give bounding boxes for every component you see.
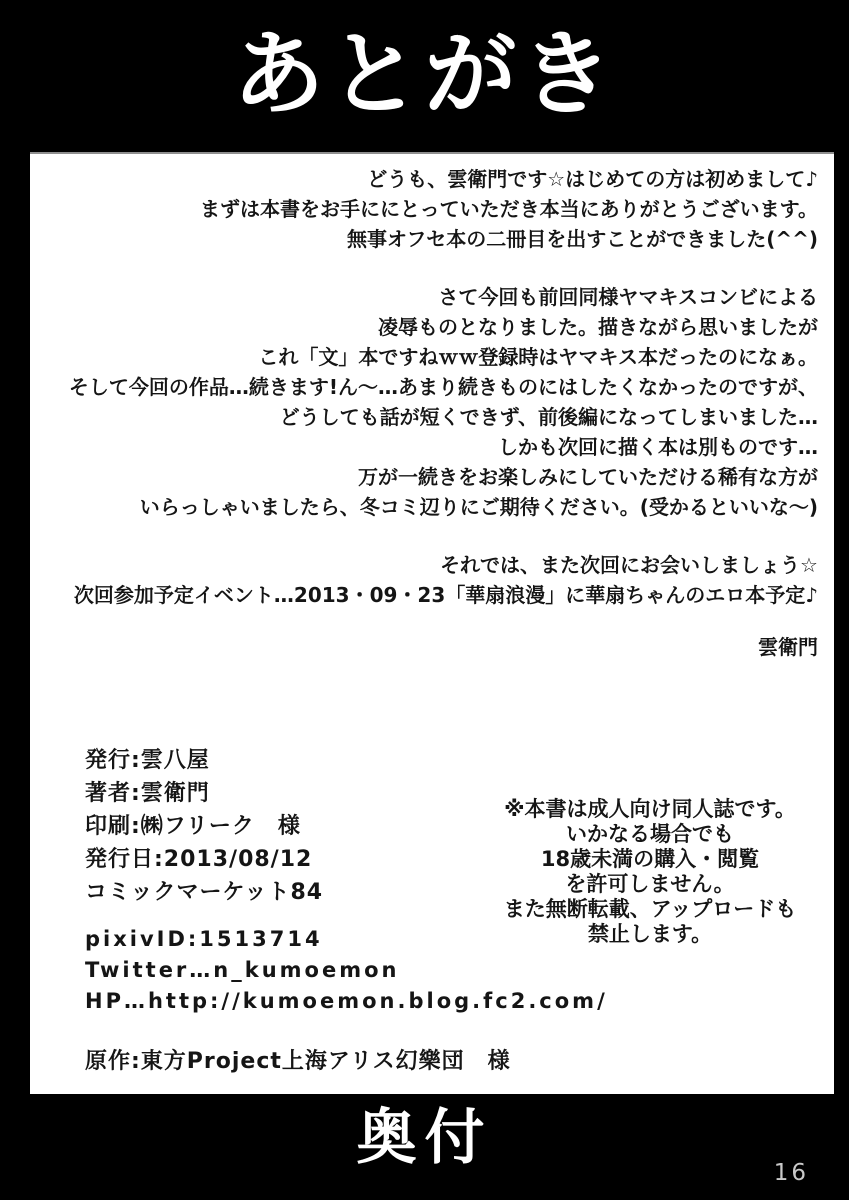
text-line: 発行:雲八屋	[85, 748, 210, 773]
afterword-text	[50, 164, 818, 662]
afterword-paragraph-2	[50, 282, 818, 522]
text-line: pixivID:1513714	[85, 927, 323, 951]
text-line: まずは本書をお手ににとっていただき本当にありがとうございます。	[200, 197, 818, 221]
text-line: ※本書は成人向け同人誌です。	[504, 797, 796, 821]
original-work-credit: 原作:東方Project上海アリス幻樂団 様	[85, 1049, 511, 1074]
page-number: 16	[773, 1160, 809, 1186]
text-line: これ「文」本ですねｗｗ登録時はヤマキス本だったのになぁ。	[258, 345, 818, 369]
text-line: どうしても話が短くできず、前後編になってしまいました…	[279, 405, 818, 429]
text-line: それでは、また次回にお会いしましょう☆	[440, 553, 818, 577]
afterword-paragraph-3	[50, 550, 818, 610]
contact-links	[85, 924, 608, 1017]
text-line: を許可しません。	[565, 872, 735, 896]
text-line: いかなる場合でも	[566, 822, 734, 846]
text-line: 発行日:2013/08/12	[85, 847, 313, 872]
text-line: コミックマーケット84	[85, 880, 324, 905]
text-line: 18歳未満の購入・閲覧	[540, 847, 760, 871]
text-line: どうも、雲衛門です☆はじめての方は初めまして♪	[367, 167, 818, 191]
afterword-paragraph-1	[50, 164, 818, 254]
publication-info	[85, 744, 323, 909]
author-signature: 雲衛門	[758, 635, 818, 659]
text-line: 次回参加予定イベント…2013・09・23「華扇浪漫」に華扇ちゃんのエロ本予定♪	[73, 583, 818, 607]
text-line: また無断転載、アップロードも	[503, 897, 797, 921]
text-line: HP…http://kumoemon.blog.fc2.com/	[85, 989, 608, 1013]
page-title: あとがき	[232, 21, 617, 128]
text-line: 凌辱ものとなりました。描きながら思いましたが	[378, 315, 818, 339]
text-line: いらっしゃいましたら、冬コミ辺りにご期待ください。(受かるといいな〜)	[139, 495, 818, 519]
text-line: しかも次回に描く本は別ものです…	[498, 435, 818, 459]
text-line: 著者:雲衛門	[85, 781, 210, 806]
text-line: 印刷:㈱フリーク 様	[85, 814, 301, 839]
colophon-title: 奥付	[356, 1103, 493, 1173]
text-line: 禁止します。	[587, 922, 713, 946]
text-line: Twitter…n_kumoemon	[85, 958, 400, 982]
text-line: 無事オフセ本の二冊目を出すことができました(^^)	[347, 227, 818, 251]
content-panel	[30, 152, 834, 1094]
text-line: さて今回も前回同様ヤマキスコンビによる	[438, 285, 818, 309]
text-line: そして今回の作品…続きます!ん〜…あまり続きものにはしたくなかったのですが、	[68, 375, 818, 399]
text-line: 万が一続きをお楽しみにしていただける稀有な方が	[358, 465, 818, 489]
